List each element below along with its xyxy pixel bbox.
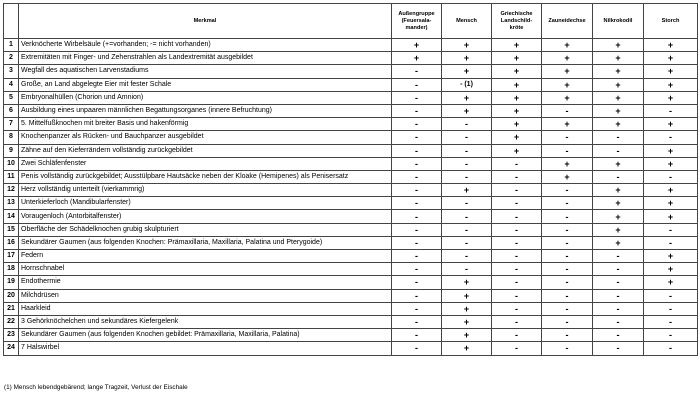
value-cell: + <box>644 78 698 91</box>
feature-cell: Zähne auf den Kieferrändern vollständig zurückgebildet <box>19 144 392 157</box>
header-line: Mensch <box>456 17 477 24</box>
table-row <box>4 329 698 342</box>
value-cell: + <box>442 289 492 302</box>
row-number: 22 <box>4 315 19 328</box>
value-cell: + <box>644 39 698 52</box>
header-merkmal: Merkmal <box>19 4 392 39</box>
table-row <box>4 210 698 223</box>
value-cell: + <box>644 65 698 78</box>
value-cell: + <box>644 52 698 65</box>
value-cell: - <box>542 276 593 289</box>
value-cell: + <box>593 104 644 117</box>
table-row <box>4 302 698 315</box>
table-row <box>4 250 698 263</box>
value-cell: + <box>644 250 698 263</box>
value-cell: - <box>593 276 644 289</box>
value-cell: - <box>442 170 492 183</box>
value-cell: + <box>593 157 644 170</box>
value-cell: - <box>392 197 442 210</box>
header-outgroup <box>392 4 442 39</box>
value-cell: - <box>542 223 593 236</box>
value-cell: + <box>442 184 492 197</box>
value-cell: - <box>593 131 644 144</box>
value-cell: - <box>644 302 698 315</box>
value-cell: - <box>392 342 442 355</box>
value-cell: + <box>542 78 593 91</box>
value-cell: - <box>542 184 593 197</box>
table-row <box>4 144 698 157</box>
value-cell: - <box>492 157 542 170</box>
value-cell: - <box>644 223 698 236</box>
row-number: 6 <box>4 104 19 117</box>
value-cell: + <box>442 302 492 315</box>
value-cell: + <box>593 184 644 197</box>
feature-cell: Voraugenloch (Antorbitalfenster) <box>19 210 392 223</box>
table-row <box>4 315 698 328</box>
value-cell: + <box>442 104 492 117</box>
table-row <box>4 342 698 355</box>
feature-table <box>3 3 698 356</box>
value-cell: - <box>392 289 442 302</box>
header-line: mander) <box>405 24 428 31</box>
value-cell: + <box>644 263 698 276</box>
value-cell: - <box>492 263 542 276</box>
feature-cell: Extremitäten mit Finger- und Zehenstrahlen als Landextremität ausgebildet <box>19 52 392 65</box>
header-row <box>4 4 698 39</box>
row-number: 14 <box>4 210 19 223</box>
feature-table-container <box>3 3 697 356</box>
header-nilkrokodil <box>593 4 644 39</box>
value-cell: - <box>442 210 492 223</box>
value-cell: + <box>644 144 698 157</box>
value-cell: - <box>492 223 542 236</box>
value-cell: - <box>492 170 542 183</box>
feature-cell: Milchdrüsen <box>19 289 392 302</box>
value-cell: + <box>442 315 492 328</box>
row-number: 2 <box>4 52 19 65</box>
value-cell: - <box>542 104 593 117</box>
value-cell: + <box>644 91 698 104</box>
value-cell: - <box>392 276 442 289</box>
value-cell: - <box>593 170 644 183</box>
value-cell: - <box>442 250 492 263</box>
row-number: 24 <box>4 342 19 355</box>
row-number: 15 <box>4 223 19 236</box>
value-cell: - <box>492 329 542 342</box>
table-row <box>4 39 698 52</box>
value-cell: - <box>644 342 698 355</box>
header-line: Landschild- <box>500 17 533 24</box>
value-cell: - <box>644 289 698 302</box>
row-number: 3 <box>4 65 19 78</box>
row-number: 4 <box>4 78 19 91</box>
feature-cell: 7 Halswirbel <box>19 342 392 355</box>
value-cell: + <box>492 104 542 117</box>
value-cell: + <box>492 144 542 157</box>
table-row <box>4 236 698 249</box>
header-line: kröte <box>509 24 524 31</box>
value-cell: - <box>442 144 492 157</box>
value-cell: + <box>593 91 644 104</box>
feature-cell: Penis vollständig zurückgebildet; Ausstülpbare Hautsäcke neben der Kloake (Hemipenes) als Penisersatz <box>19 170 392 183</box>
table-row <box>4 184 698 197</box>
value-cell: + <box>644 184 698 197</box>
feature-cell: Embryonalhüllen (Chorion und Amnion) <box>19 91 392 104</box>
feature-cell: Federn <box>19 250 392 263</box>
value-cell: - <box>492 289 542 302</box>
value-cell: + <box>392 52 442 65</box>
value-cell: - <box>593 289 644 302</box>
value-cell: + <box>593 118 644 131</box>
value-cell: + <box>593 197 644 210</box>
value-cell: - <box>542 210 593 223</box>
value-cell: + <box>593 39 644 52</box>
feature-cell: Verknöcherte Wirbelsäule (+=vorhanden; -= nicht vorhanden) <box>19 39 392 52</box>
value-cell: + <box>542 118 593 131</box>
value-cell: - <box>593 263 644 276</box>
value-cell: + <box>492 65 542 78</box>
header-line: Zauneidechse <box>548 17 586 24</box>
value-cell: - <box>593 342 644 355</box>
feature-cell: Große, an Land abgelegte Eier mit fester Schale <box>19 78 392 91</box>
value-cell: - <box>644 329 698 342</box>
row-number: 11 <box>4 170 19 183</box>
header-number <box>4 4 19 39</box>
table-row <box>4 197 698 210</box>
value-cell: - <box>442 236 492 249</box>
feature-cell: 3 Gehörknöchelchen und sekundäres Kiefergelenk <box>19 315 392 328</box>
value-cell: - <box>392 263 442 276</box>
value-cell: - <box>392 104 442 117</box>
value-cell: + <box>593 223 644 236</box>
row-number: 17 <box>4 250 19 263</box>
value-cell: - <box>442 223 492 236</box>
value-cell: + <box>442 65 492 78</box>
row-number: 18 <box>4 263 19 276</box>
value-cell: - <box>492 302 542 315</box>
value-cell: - <box>392 184 442 197</box>
value-cell: + <box>492 118 542 131</box>
value-cell: + <box>492 78 542 91</box>
table-row <box>4 223 698 236</box>
header-schildkroete <box>492 4 542 39</box>
value-cell: - <box>542 250 593 263</box>
value-cell: - <box>542 329 593 342</box>
value-cell: - <box>542 236 593 249</box>
value-cell: + <box>442 342 492 355</box>
value-cell: - <box>593 329 644 342</box>
value-cell: - <box>392 315 442 328</box>
value-cell: - <box>542 144 593 157</box>
value-cell: + <box>542 157 593 170</box>
value-cell: - <box>392 144 442 157</box>
row-number: 7 <box>4 118 19 131</box>
value-cell: + <box>593 236 644 249</box>
header-line: (Feuersala- <box>401 17 432 24</box>
value-cell: - <box>542 315 593 328</box>
value-cell: - <box>442 263 492 276</box>
feature-cell: Ausbildung eines unpaaren männlichen Begattungsorganes (innere Befruchtung) <box>19 104 392 117</box>
value-cell: + <box>542 52 593 65</box>
row-number: 5 <box>4 91 19 104</box>
value-cell: + <box>442 276 492 289</box>
value-cell: - <box>442 131 492 144</box>
value-cell: - <box>492 210 542 223</box>
row-number: 13 <box>4 197 19 210</box>
value-cell: - <box>644 315 698 328</box>
value-cell: - <box>542 197 593 210</box>
value-cell: - <box>392 78 442 91</box>
row-number: 8 <box>4 131 19 144</box>
value-cell: - <box>492 315 542 328</box>
value-cell: - <box>593 302 644 315</box>
value-cell: - <box>492 250 542 263</box>
feature-cell: Zwei Schläfenfenster <box>19 157 392 170</box>
value-cell: - <box>492 276 542 289</box>
value-cell: - <box>644 104 698 117</box>
value-cell: - <box>542 263 593 276</box>
table-row <box>4 170 698 183</box>
value-cell: + <box>542 91 593 104</box>
table-row <box>4 263 698 276</box>
value-cell: - <box>392 118 442 131</box>
header-line: Nilkrokodil <box>603 17 633 24</box>
value-cell: - <box>392 250 442 263</box>
table-body <box>4 39 698 356</box>
header-line: Außengruppe <box>398 10 435 17</box>
feature-cell: Unterkieferloch (Mandibularfenster) <box>19 197 392 210</box>
value-cell: + <box>392 39 442 52</box>
value-cell: - <box>392 236 442 249</box>
table-row <box>4 276 698 289</box>
row-number: 10 <box>4 157 19 170</box>
value-cell: - <box>392 65 442 78</box>
value-cell: - <box>392 157 442 170</box>
table-row <box>4 157 698 170</box>
header-zauneidechse <box>542 4 593 39</box>
value-cell: - <box>392 302 442 315</box>
value-cell: - <box>492 236 542 249</box>
value-cell: - <box>392 223 442 236</box>
feature-cell: Wegfall des aquatischen Larvenstadiums <box>19 65 392 78</box>
feature-cell: Knochenpanzer als Rücken- und Bauchpanzer ausgebildet <box>19 131 392 144</box>
header-line: Griechische <box>500 10 533 17</box>
value-cell: - <box>492 197 542 210</box>
value-cell: + <box>593 65 644 78</box>
header-line: Storch <box>661 17 680 24</box>
row-number: 16 <box>4 236 19 249</box>
feature-cell: Hornschnabel <box>19 263 392 276</box>
table-row <box>4 104 698 117</box>
value-cell: + <box>442 39 492 52</box>
footnote: (1) Mensch lebendgebärend; lange Tragzeit, Verlust der Eischale <box>4 384 188 391</box>
table-row <box>4 131 698 144</box>
value-cell: - <box>392 329 442 342</box>
value-cell: + <box>644 118 698 131</box>
feature-cell: Haarkleid <box>19 302 392 315</box>
value-cell: + <box>542 170 593 183</box>
feature-cell: Sekundärer Gaumen (aus folgenden Knochen gebildet: Prämaxillaria, Maxillaria, Palatina) <box>19 329 392 342</box>
feature-cell: Sekundärer Gaumen (aus folgenden Knochen: Prämaxillaria, Maxillaria, Palatina und Pterygoide) <box>19 236 392 249</box>
value-cell: - <box>392 170 442 183</box>
value-cell: + <box>442 52 492 65</box>
value-cell: - <box>542 302 593 315</box>
value-cell: - <box>593 315 644 328</box>
value-cell: + <box>644 276 698 289</box>
header-mensch <box>442 4 492 39</box>
value-cell: - <box>644 170 698 183</box>
value-cell: + <box>542 39 593 52</box>
value-cell: + <box>644 210 698 223</box>
value-cell: - <box>542 289 593 302</box>
value-cell: - <box>442 197 492 210</box>
table-row <box>4 118 698 131</box>
value-cell: - <box>644 236 698 249</box>
value-cell: + <box>644 197 698 210</box>
value-cell: - <box>442 157 492 170</box>
table-row <box>4 65 698 78</box>
table-row <box>4 91 698 104</box>
value-cell: - <box>542 342 593 355</box>
row-number: 19 <box>4 276 19 289</box>
feature-cell: Endothermie <box>19 276 392 289</box>
row-number: 23 <box>4 329 19 342</box>
feature-cell: 5. Mittelfußknochen mit breiter Basis und hakenförmig <box>19 118 392 131</box>
value-cell: + <box>593 210 644 223</box>
value-cell: + <box>593 78 644 91</box>
row-number: 12 <box>4 184 19 197</box>
value-cell: - <box>392 210 442 223</box>
value-cell: + <box>442 91 492 104</box>
value-cell: + <box>542 65 593 78</box>
value-cell: - <box>542 131 593 144</box>
value-cell: - <box>492 184 542 197</box>
feature-cell: Oberfläche der Schädelknochen grubig skulpturiert <box>19 223 392 236</box>
value-cell: + <box>492 131 542 144</box>
value-cell: - <box>593 250 644 263</box>
value-cell: - <box>492 342 542 355</box>
table-row <box>4 52 698 65</box>
row-number: 21 <box>4 302 19 315</box>
value-cell: + <box>492 39 542 52</box>
row-number: 20 <box>4 289 19 302</box>
value-cell: - <box>392 91 442 104</box>
header-storch <box>644 4 698 39</box>
row-number: 9 <box>4 144 19 157</box>
value-cell: - <box>593 144 644 157</box>
value-cell: - <box>392 131 442 144</box>
value-cell: - (1) <box>442 78 492 91</box>
row-number: 1 <box>4 39 19 52</box>
table-row <box>4 289 698 302</box>
value-cell: - <box>442 118 492 131</box>
value-cell: + <box>593 52 644 65</box>
value-cell: + <box>644 157 698 170</box>
table-row <box>4 78 698 91</box>
feature-cell: Herz vollständig unterteilt (vierkammrig) <box>19 184 392 197</box>
value-cell: + <box>492 91 542 104</box>
value-cell: + <box>442 329 492 342</box>
value-cell: - <box>644 131 698 144</box>
value-cell: + <box>492 52 542 65</box>
